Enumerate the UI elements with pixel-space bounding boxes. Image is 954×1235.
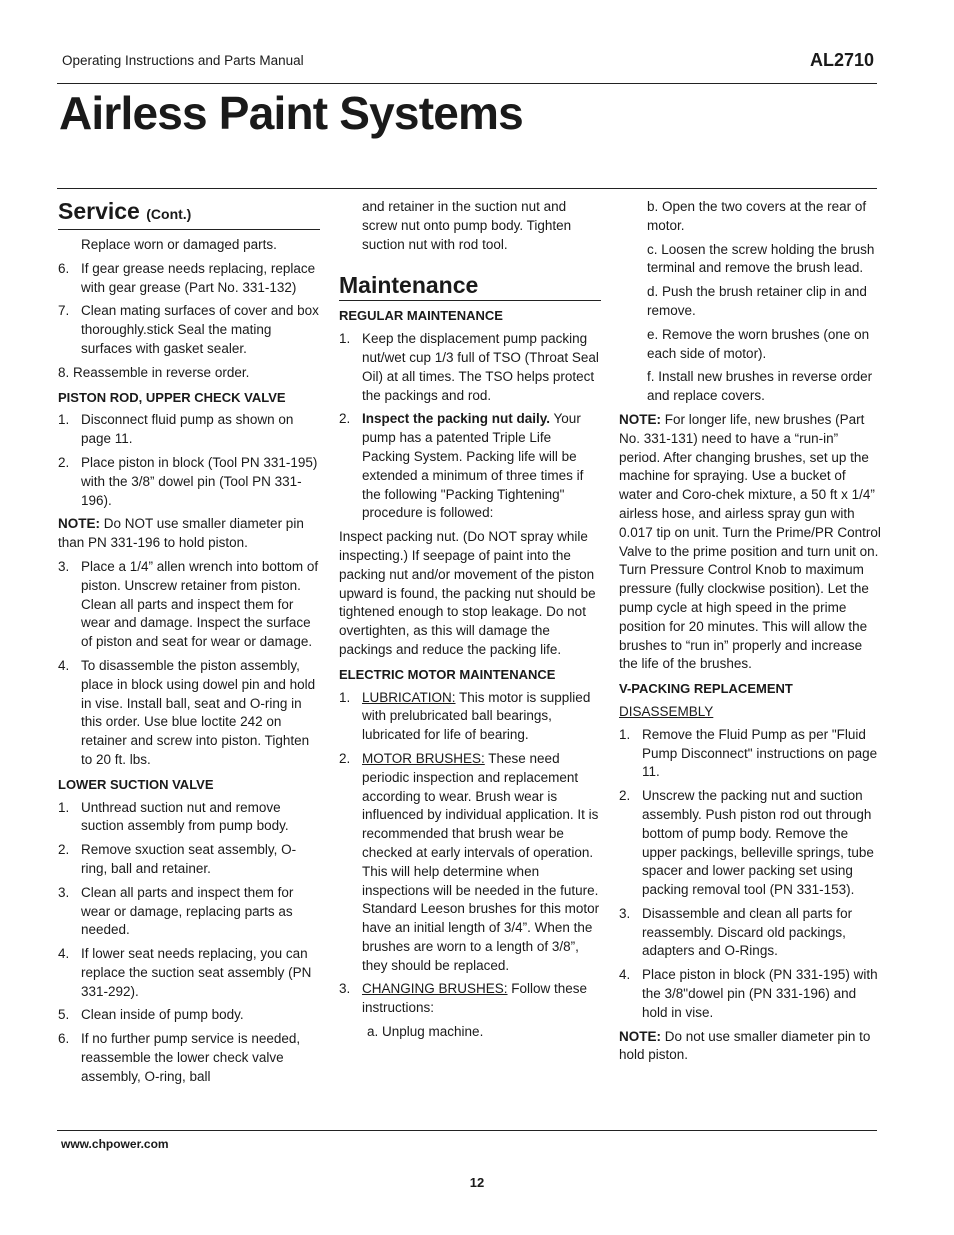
service-heading-suffix: (Cont.) xyxy=(146,206,192,222)
intro-text: Replace worn or damaged parts. xyxy=(81,237,277,252)
continued-text: and retainer in the suction nut and screw nut onto pump body. Tighten suction nut with rod tool. xyxy=(362,199,572,252)
reassemble-text: 8. Reassemble in reverse order. xyxy=(58,364,250,380)
motor-maintenance-list xyxy=(339,689,601,1019)
list-item: 2. Inspect the packing nut daily. Your pump has a patented Triple Life Packing System. Packing life will be extended a minimum of three times if the following "Packing Tightening" procedure is followed: xyxy=(339,411,584,521)
brush-step-f: f. Install new brushes in reverse order and replace covers. xyxy=(647,369,873,404)
list-item: 6. If no further pump service is needed, reassemble the lower check valve assembly, O-ring, ball xyxy=(58,1031,301,1084)
list-item: 4. To disassemble the piston assembly, place in block using dowel pin and hold in vise. Install ball, seat and O-ring in this order. Use blue loctite 242 on retainer and screw into piston. Tighten to 20 ft. lbs. xyxy=(58,657,316,767)
disassembly-list xyxy=(619,726,881,1023)
note-piston-pin: NOTE: Do not use smaller diameter pin to hold piston. xyxy=(619,1028,871,1063)
list-item: 4. If lower seat needs replacing, you can replace the suction seat assembly (PN 331-292). xyxy=(58,946,312,999)
list-item: 1. Keep the displacement pump packing nut/wet cup 1/3 full of TSO (Throat Seal Oil) at all times. The TSO helps protect the packings and rod. xyxy=(339,331,599,403)
regular-maintenance-list xyxy=(339,330,601,523)
list-item: 2. Place piston in block (Tool PN 331-195) with the 3/8” dowel pin (Tool PN 331-196). xyxy=(58,454,318,508)
subheading-disassembly: DISASSEMBLY xyxy=(619,703,714,719)
list-item: 2. Unscrew the packing nut and suction assembly. Push piston rod out through bottom of pump body. Remove the upper packings, belleville springs, tube spacer and lower packing set using packing removal tool (PN 331-153). xyxy=(619,788,874,898)
header-rule xyxy=(57,83,877,84)
list-item: 5. Clean inside of pump body. xyxy=(58,1007,244,1023)
brush-step-d: d. Push the brush retainer clip in and remove. xyxy=(647,284,867,318)
header-model: AL2710 xyxy=(809,50,874,70)
suction-list xyxy=(58,799,320,1087)
subheading-v-packing: V-PACKING REPLACEMENT xyxy=(619,681,793,697)
list-item: 1. Disconnect fluid pump as shown on page 11. xyxy=(58,412,294,447)
list-item: 3. Disassemble and clean all parts for reassembly. Discard old packings, adapters and O-Rings. xyxy=(619,905,853,959)
list-item: 3. Clean all parts and inspect them for wear or damage, replacing parts as needed. xyxy=(58,884,294,938)
list-item: 1. LUBRICATION: This motor is supplied with prelubricated ball bearings, lubricated for life of bearing. xyxy=(339,689,591,743)
list-item: 3. Place a 1/4” allen wrench into bottom of piston. Unscrew retainer from piston. Clean all parts and inspect them for wear and damage. Inspect the surface of piston and seat for wear or damage. xyxy=(58,558,319,650)
brush-step-a: a. Unplug machine. xyxy=(367,1024,484,1040)
subheading-regular-maintenance: REGULAR MAINTENANCE xyxy=(339,308,503,324)
brush-step-b: b. Open the two covers at the rear of motor. xyxy=(647,199,867,233)
subheading-electric-motor: ELECTRIC MOTOR MAINTENANCE xyxy=(339,666,556,682)
footer-url: www.chpower.com xyxy=(61,1137,169,1151)
list-item: 2. Remove sxuction seat assembly, O-ring, ball and retainer. xyxy=(58,842,297,876)
maintenance-heading: Maintenance xyxy=(339,272,601,301)
inspect-paragraph: Inspect packing nut. (Do NOT spray while inspecting.) If seepage of paint into the packing nut and/or movement of the piston upward is found, the packing nut should be tightened enough to stop leakage. Do not overtighten, as this will damage the packings and reduce the packing life. xyxy=(339,529,596,657)
list-item: 1. Unthread suction nut and remove suction assembly from pump body. xyxy=(58,799,289,834)
list-item: 2. MOTOR BRUSHES: These need periodic inspection and replacement according to wear. Brush wear is influenced by individual application. It is recommended that brush wear be checked at early intervals of operation. This will help determine when inspections will be needed in the future. Standard Leeson brushes for this motor have an initial length of 3/4”. When the brushes are worn to a length of 3/8”, they should be replaced. xyxy=(339,750,600,973)
list-item: 6. If gear grease needs replacing, replace with gear grease (Part No. 331-132) xyxy=(58,260,316,295)
column-1 xyxy=(58,198,320,1092)
page-title: Airless Paint Systems xyxy=(59,87,523,139)
footer-rule xyxy=(57,1130,877,1131)
page-number: 12 xyxy=(469,1175,485,1190)
list-item: 3. CHANGING BRUSHES: Follow these instructions: xyxy=(339,981,588,1016)
subheading-lower-suction: LOWER SUCTION VALVE xyxy=(58,776,214,792)
service-list-a xyxy=(58,260,320,359)
title-rule xyxy=(57,188,877,189)
note-brushes: NOTE: For longer life, new brushes (Part No. 331-131) need to have a “run-in” period. After changing brushes, set up the machine for spraying. Use a bucket of water and Coro-chek mixture, a 50 ft x 1/4” airless hose, and airless spray gun with 0.017 tip on unit. Turn the Prime/PR Control Valve to the prime position and turn unit on. Turn Pressure Control Knob to maximum pressure (fully clockwise position). Let the pump cycle at high speed in the prime position for 20 minutes. This will allow the brushes to “run in” properly and increase the life of the brushes. xyxy=(619,411,881,672)
column-3 xyxy=(619,198,881,1070)
list-item: 4. Place piston in block (PN 331-195) with the 3/8"dowel pin (PN 331-196) and hold in vise. xyxy=(619,967,878,1020)
header-doc-title: Operating Instructions and Parts Manual xyxy=(62,53,304,68)
subheading-piston-rod: PISTON ROD, UPPER CHECK VALVE xyxy=(58,389,286,405)
list-item: 7. Clean mating surfaces of cover and box thoroughly.stick Seal the mating surfaces with gasket sealer. xyxy=(58,303,319,356)
note-piston: NOTE: Do NOT use smaller diameter pin than PN 331-196 to hold piston. xyxy=(58,516,304,551)
list-item: 1. Remove the Fluid Pump as per "Fluid Pump Disconnect" instructions on page 11. xyxy=(619,726,878,780)
service-heading: Service (Cont.) xyxy=(58,198,320,230)
piston-list-b xyxy=(58,558,320,770)
column-2 xyxy=(339,198,601,1047)
piston-list-a xyxy=(58,411,320,510)
brush-step-c: c. Loosen the screw holding the brush terminal and remove the brush lead. xyxy=(647,241,875,276)
brush-step-e: e. Remove the worn brushes (one on each side of motor). xyxy=(647,326,870,361)
